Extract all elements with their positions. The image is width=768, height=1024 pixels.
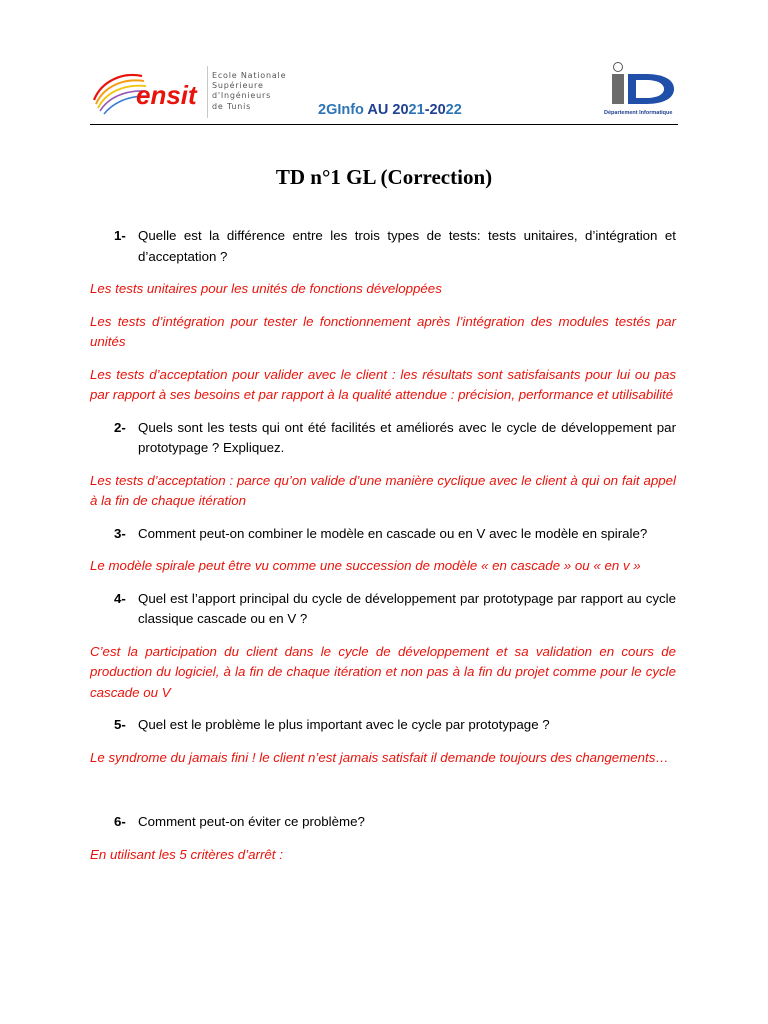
question-number: 1- [114, 228, 126, 243]
page-title: TD n°1 GL (Correction) [275, 165, 493, 189]
answer-text: Le syndrome du jamais fini ! le client n’est jamais satisfait il demande toujours des changements… [90, 749, 669, 765]
logo-divider [207, 66, 208, 118]
question-number: 5- [114, 717, 126, 732]
question-number: 2- [114, 419, 126, 435]
ensit-logo-text: ensit [136, 80, 197, 110]
department-logo [600, 60, 680, 120]
school-line: Ecole Nationale [212, 71, 287, 80]
page-header [90, 60, 678, 124]
department-logo-caption: Département Informatique [604, 110, 673, 116]
question-1 [90, 226, 676, 267]
question-4 [90, 589, 676, 630]
school-line: de Tunis [212, 101, 252, 111]
school-line: Supérieure [212, 81, 264, 91]
question-text: Quel est le problème le plus important avec le cycle par prototypage ? [138, 717, 550, 732]
question-text: Comment peut-on éviter ce problème? [138, 814, 365, 829]
school-name [212, 71, 302, 112]
question-6 [90, 812, 676, 833]
answer-text: Le modèle spirale peut être vu comme une succession de modèle « en cascade » ou « en v » [90, 558, 641, 573]
question-5 [90, 715, 676, 736]
school-line: d'Ingénieurs [212, 91, 272, 101]
ensit-logo [90, 66, 208, 118]
question-number: 6- [114, 814, 126, 829]
answer-text: Les tests d’acceptation : parce qu’on valide d’une manière cyclique avec le client à qui on fait appel à la fin de chaque itération [90, 472, 676, 508]
question-text: Quel est l’apport principal du cycle de développement par prototypage par rapport au cycle classique cascade ou en V ? [138, 590, 676, 626]
question-number: 4- [114, 590, 126, 606]
header-divider [90, 124, 678, 125]
answer-text: En utilisant les 5 critères d’arrêt : [90, 846, 283, 862]
question-2 [90, 418, 676, 459]
class-label: 2GInfo [318, 102, 364, 118]
question-text: Quelle est la différence entre les trois types de tests: tests unitaires, d’intégration et d’acceptation ? [138, 228, 676, 264]
question-number: 3- [114, 525, 126, 541]
question-text: Quels sont les tests qui ont été facilités et améliorés avec le cycle de développement par prototypage ? Expliquez. [138, 419, 676, 455]
spacer [90, 780, 676, 812]
question-text: Comment peut-on combiner le modèle en cascade ou en V avec le modèle en spirale? [138, 525, 648, 541]
answer-text: Les tests unitaires pour les unités de fonctions développées [90, 281, 442, 296]
answer-text: C’est la participation du client dans le cycle de développement et sa validation en cours de production du logiciel, à la fin de chaque itération et non pas à la fin du projet comme pour le cycle cascade ou V [90, 643, 676, 700]
academic-year-prefix: AU [367, 102, 389, 118]
exercise-list [90, 226, 676, 877]
answer-text: Les tests d’acceptation pour valider avec le client : les résultats sont satisfaisants pour lui ou pas par rapport à ses besoins et par rapport à la qualité attendue : précision, performance et utilisabilité [90, 366, 676, 402]
question-3 [90, 524, 676, 545]
session-label [318, 102, 462, 118]
answer-text: Les tests d’intégration pour tester le fonctionnement après l’intégration des modules testés par unités [90, 313, 676, 349]
academic-year: 2021-2022 [392, 102, 462, 118]
